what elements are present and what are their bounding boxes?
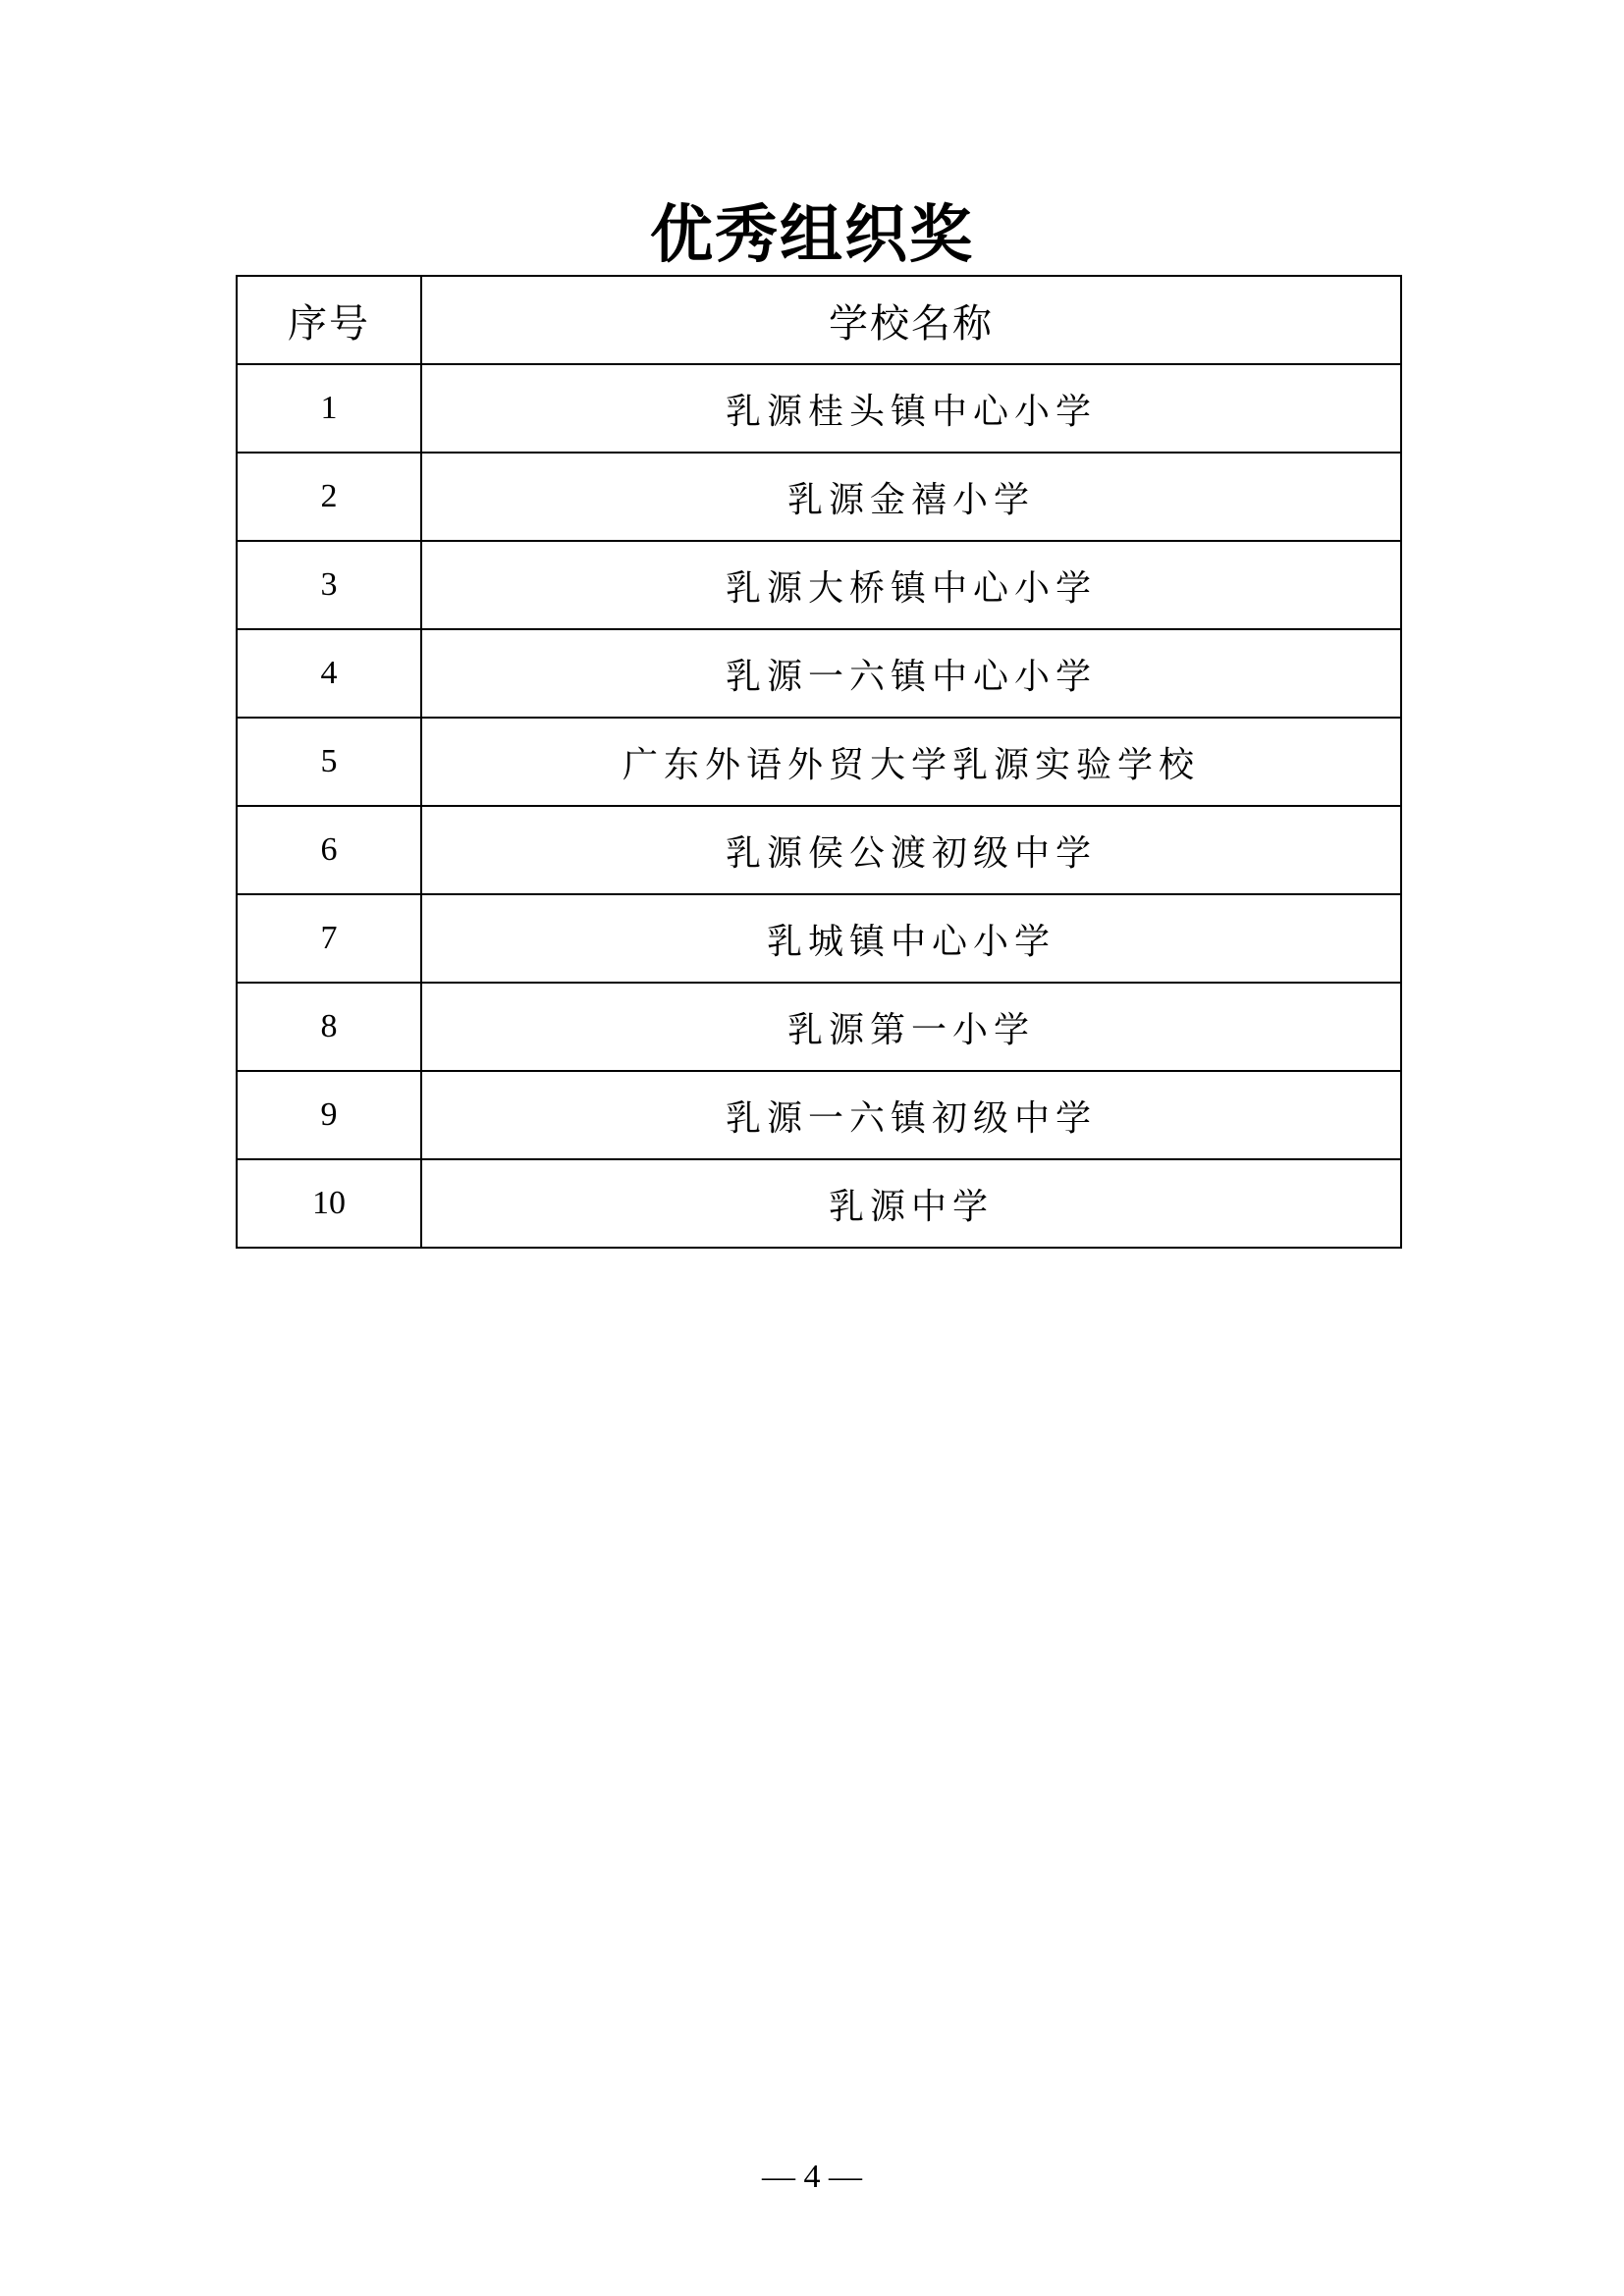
table-row bbox=[237, 1071, 1401, 1159]
school-name: 乳源中学 bbox=[421, 1159, 1401, 1248]
school-name: 广东外语外贸大学乳源实验学校 bbox=[421, 718, 1401, 806]
school-name: 乳源一六镇初级中学 bbox=[421, 1071, 1401, 1159]
row-number: 3 bbox=[237, 541, 421, 629]
table-row bbox=[237, 453, 1401, 541]
row-number: 8 bbox=[237, 983, 421, 1071]
award-table bbox=[236, 275, 1402, 1249]
row-number: 4 bbox=[237, 629, 421, 718]
row-number: 6 bbox=[237, 806, 421, 894]
page-title: 优秀组织奖 bbox=[650, 198, 974, 272]
row-number: 10 bbox=[237, 1159, 421, 1248]
column-header-school: 学校名称 bbox=[421, 276, 1401, 364]
school-name: 乳源大桥镇中心小学 bbox=[421, 541, 1401, 629]
table-row bbox=[237, 629, 1401, 718]
table-row bbox=[237, 806, 1401, 894]
table-row bbox=[237, 894, 1401, 983]
school-name: 乳城镇中心小学 bbox=[421, 894, 1401, 983]
table-row bbox=[237, 1159, 1401, 1248]
school-name: 乳源金禧小学 bbox=[421, 453, 1401, 541]
school-name: 乳源侯公渡初级中学 bbox=[421, 806, 1401, 894]
row-number: 1 bbox=[237, 364, 421, 453]
table-row bbox=[237, 983, 1401, 1071]
school-name: 乳源桂头镇中心小学 bbox=[421, 364, 1401, 453]
table-row bbox=[237, 541, 1401, 629]
page-number: — 4 — bbox=[762, 2159, 862, 2195]
table-header-row bbox=[237, 276, 1401, 364]
school-name: 乳源一六镇中心小学 bbox=[421, 629, 1401, 718]
row-number: 7 bbox=[237, 894, 421, 983]
school-name: 乳源第一小学 bbox=[421, 983, 1401, 1071]
table-row bbox=[237, 718, 1401, 806]
row-number: 2 bbox=[237, 453, 421, 541]
table-row bbox=[237, 364, 1401, 453]
row-number: 5 bbox=[237, 718, 421, 806]
column-header-number: 序号 bbox=[237, 276, 421, 364]
row-number: 9 bbox=[237, 1071, 421, 1159]
